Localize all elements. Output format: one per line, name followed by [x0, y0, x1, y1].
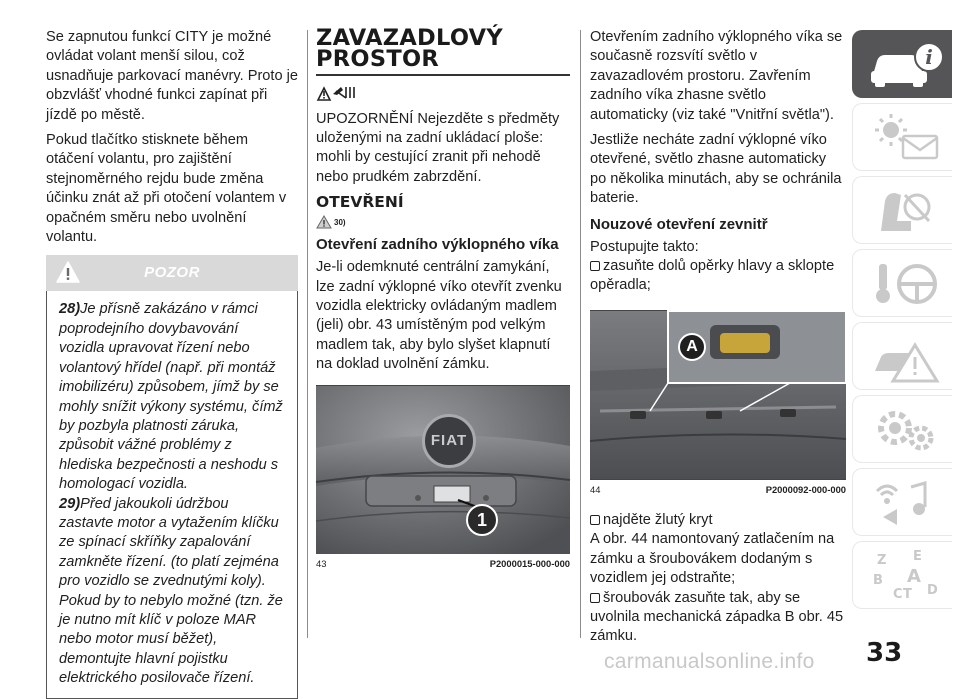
index-letter: E	[913, 549, 922, 564]
key-steering-icon	[867, 254, 947, 312]
warning-body	[46, 291, 298, 698]
figure-44	[590, 311, 846, 479]
index-letter: B	[873, 573, 883, 588]
column-left	[46, 28, 298, 699]
warning-title: POZOR	[144, 264, 200, 282]
maintenance-gear-icon	[867, 400, 947, 458]
paragraph-city-function: Se zapnutou funkcí CITY je možné ovládat volant menší silou, což usnadňuje parkovací manévry. Proto je obzvlášť vhodné funkci zapínat při jízdě po městě.	[46, 29, 299, 123]
step-2-text: najděte žlutý kryt	[603, 511, 713, 528]
note-29-text: Před jakoukoli údržbou zastavte motor a vytažením klíčku ze spínací skříňky zapalování zamkněte řízení. (to platí zejména pro vozidlo se zvednutými koly). Pokud by to nebylo možné (tzn. že je nutno mít klíč v poloze MAR nebo motor musí běžet), demontujte hlavní pojistku elektrického posilovače řízení.	[59, 495, 283, 687]
tab-index[interactable]	[852, 541, 952, 609]
seat-airbag-icon	[867, 181, 947, 239]
checkbox-bullet-icon	[590, 515, 600, 525]
figure-43-code: P2000015-000-000	[489, 557, 570, 569]
tab-car-info[interactable]	[852, 30, 952, 98]
tab-multimedia[interactable]	[852, 468, 952, 536]
note-28	[59, 300, 285, 494]
tab-driving[interactable]	[852, 249, 952, 317]
section-title-line1: ZAVAZADLOVÝ	[316, 25, 503, 51]
tab-lights-messages[interactable]	[852, 103, 952, 171]
step-1	[590, 257, 846, 296]
index-letter: T	[903, 587, 912, 602]
figure-43-number: 43	[316, 557, 327, 569]
paragraph-tailgate-open: Je-li odemknuté centrální zamykání, lze zadní výklopné víko otevřít zvenku vozidla elektricky ovládaným madlem (jeli) obr. 43 umístěným pod velkým madlem tak, aby bylo slyšet klapnutí na doklad uvolnění zámku.	[316, 259, 562, 373]
lights-message-icon	[867, 108, 947, 166]
callout-label-a: A	[678, 333, 706, 361]
step-3	[590, 589, 846, 647]
chapter-sidebar	[852, 30, 960, 614]
page-number: 33	[866, 638, 903, 668]
paragraph-steering-button: Pokud tlačítko stisknete během otáčení volantu, pro zajištění stejnoměrného rejdu bude změna účinku znát až při otočení volantem v opačném směru nebo uvolnění volantu.	[46, 132, 287, 246]
paragraph-cover-removal: A obr. 44 namontovaný zatlačením na zámku a šroubovákem dodaným s vozidlem jej odstraňte;	[590, 531, 835, 587]
paragraph-procedure: Postupujte takto:	[590, 238, 699, 255]
index-letter: D	[927, 583, 938, 598]
warning-car-icon	[867, 327, 947, 385]
paragraph-light-timeout: Jestliže necháte zadní výklopné víko otevřené, světlo zhasne automaticky po několika minutách, aby se ochránila baterie.	[590, 132, 842, 207]
figure-44-rule-bottom	[590, 479, 846, 480]
step-3-text: šroubovák zasuňte tak, aby se uvolnila mechanická západka B obr. 45 zámku.	[590, 589, 844, 645]
reference-30	[316, 215, 570, 229]
watermark: carmanualsonline.info	[604, 650, 815, 673]
note-28-number: 28)	[59, 301, 81, 318]
section-title-line2: PROSTOR	[316, 46, 440, 72]
column-divider	[580, 30, 581, 638]
note-29	[59, 495, 285, 689]
column-right	[590, 28, 846, 647]
index-letter: A	[907, 566, 921, 587]
checkbox-bullet-icon	[590, 593, 600, 603]
warning-header	[46, 255, 298, 291]
fiat-badge-text: FIAT	[430, 431, 468, 449]
paragraph-trunk-light: Otevřením zadního výklopného víka se současně rozsvítí světlo v zavazadlovém prostoru. Zavřením zadního víka zhasne světlo automaticky (viz také "Vnitřní světla").	[590, 29, 843, 123]
figure-43	[316, 386, 570, 554]
index-letter: C	[893, 587, 903, 602]
subsection-title-opening: OTEVŘENÍ	[316, 193, 404, 212]
paragraph-warning-items: UPOZORNĚNÍ Nejezděte s předměty uloženými na zadní ukládací ploše: mohli by cestující zranit při nehodě nebo prudkém zabrzdění.	[316, 110, 560, 185]
multimedia-icon	[867, 473, 947, 531]
tab-maintenance[interactable]	[852, 395, 952, 463]
figure-43-caption	[316, 558, 570, 569]
column-divider	[307, 30, 308, 638]
tab-emergency[interactable]	[852, 322, 952, 390]
checkbox-bullet-icon	[590, 261, 600, 271]
heading-emergency-open: Nouzové otevření zevnitř	[590, 215, 768, 233]
note-29-number: 29)	[59, 495, 81, 512]
step-1-text: zasuňte dolů opěrky hlavy a sklopte opěradla;	[590, 258, 835, 294]
figure-44-number: 44	[590, 483, 601, 495]
title-rule	[316, 74, 570, 76]
step-2	[590, 511, 846, 530]
trunk-warning-icon	[316, 82, 362, 104]
tab-safety[interactable]	[852, 176, 952, 244]
heading-tailgate-open: Otevření zadního výklopného víka	[316, 236, 559, 254]
small-warning-icon	[316, 215, 332, 229]
column-middle	[316, 25, 570, 569]
callout-line	[316, 386, 570, 554]
figure-44-caption	[590, 484, 846, 495]
reference-30-label: 30)	[334, 217, 346, 227]
index-letter: Z	[877, 553, 887, 568]
lock-cover-photo	[590, 311, 846, 479]
note-28-text: Je přísně zakázáno v rámci poprodejního dovybavování vozidla upravovat řízení nebo volantový hřídel (např. při montáž imobilizéru) způsobem, jímž by se mohly snížit výkony systému, čímž by pozbyla platnosti záruka, způsobit vážné problémy z hlediska bezpečnosti a neshodu s homologací vozidla.	[59, 301, 283, 493]
callout-label-1: 1	[466, 504, 498, 536]
info-letter: i	[925, 45, 933, 69]
car-info-icon	[867, 35, 947, 93]
index-letters-icon	[867, 546, 947, 604]
figure-44-code: P2000092-000-000	[765, 483, 846, 495]
